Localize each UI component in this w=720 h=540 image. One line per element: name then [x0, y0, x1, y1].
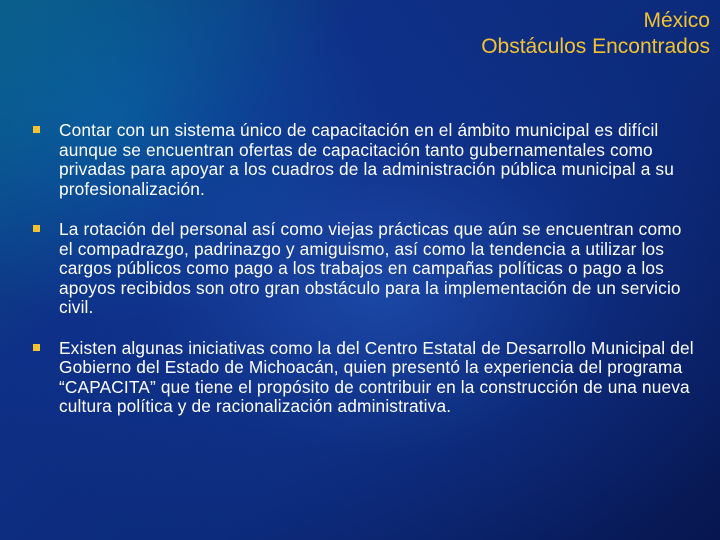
- title-subject: Obstáculos Encontrados: [481, 35, 710, 58]
- bullet-list: [32, 121, 694, 438]
- square-bullet-icon: [33, 344, 40, 351]
- bullet-text: La rotación del personal así como viejas prácticas que aún se encuentran como el compadrazgo, padrinazgo y amiguismo, así como la tendencia a utilizar los cargos públicos como pago a los trabajos en campañas políticas o pago a los apoyos recibidos son otro gran obstáculo para la implementación de un servicio civil.: [59, 219, 682, 317]
- bullet-item-1: [32, 121, 694, 199]
- bullet-text: Existen algunas iniciativas como la del Centro Estatal de Desarrollo Municipal del Gobierno del Estado de Michoacán, quien presentó la experiencia del programa “CAPACITA” que tiene el propósito de contribuir en la construcción de una nueva cultura política y de racionalización administrativa.: [59, 337, 694, 416]
- square-bullet-icon: [33, 225, 40, 232]
- square-bullet-icon: [33, 126, 40, 133]
- bullet-item-2: [32, 220, 694, 318]
- bullet-item-3: [32, 339, 694, 417]
- title-country: México: [643, 9, 710, 32]
- slide-title: [481, 8, 710, 60]
- bullet-text: Contar con un sistema único de capacitación en el ámbito municipal es difícil aunque se encuentran ofertas de capacitación tanto gubernamentales como privadas para apoyar a los cuadros de la administración pública municipal a su profesionalización.: [59, 120, 674, 199]
